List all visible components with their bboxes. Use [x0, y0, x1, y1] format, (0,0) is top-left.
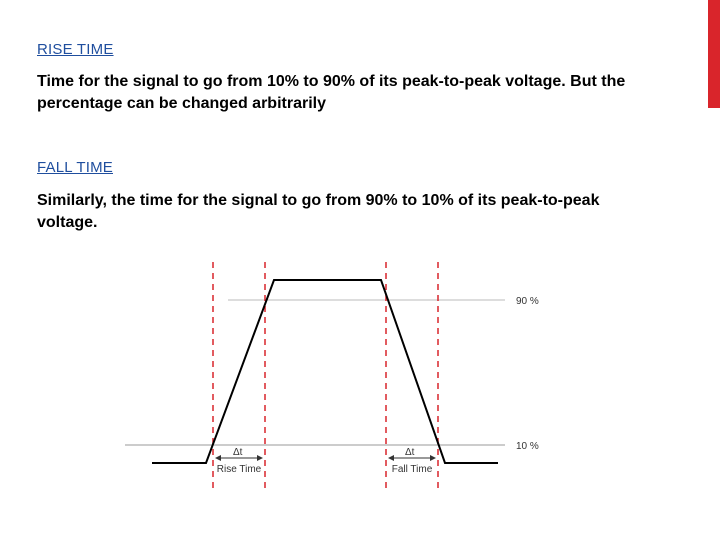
signal-waveform	[152, 280, 498, 463]
level-10-label: 10 %	[516, 441, 539, 452]
level-90-label: 90 %	[516, 296, 539, 307]
rise-time-label: Rise Time	[216, 464, 262, 475]
fall-time-heading: FALL TIME	[37, 159, 113, 176]
fall-time-description: Similarly, the time for the signal to go from 90% to 10% of its peak-to-peak voltage.	[37, 192, 600, 231]
rise-delta-label: Δt	[233, 447, 243, 458]
fall-time-label: Fall Time	[391, 464, 433, 475]
fall-delta-label: Δt	[405, 447, 415, 458]
rise-time-heading: RISE TIME	[37, 41, 114, 58]
rise-time-description: Time for the signal to go from 10% to 90% of its peak-to-peak voltage. But the percentage can be changed arbitrarily	[37, 73, 626, 112]
